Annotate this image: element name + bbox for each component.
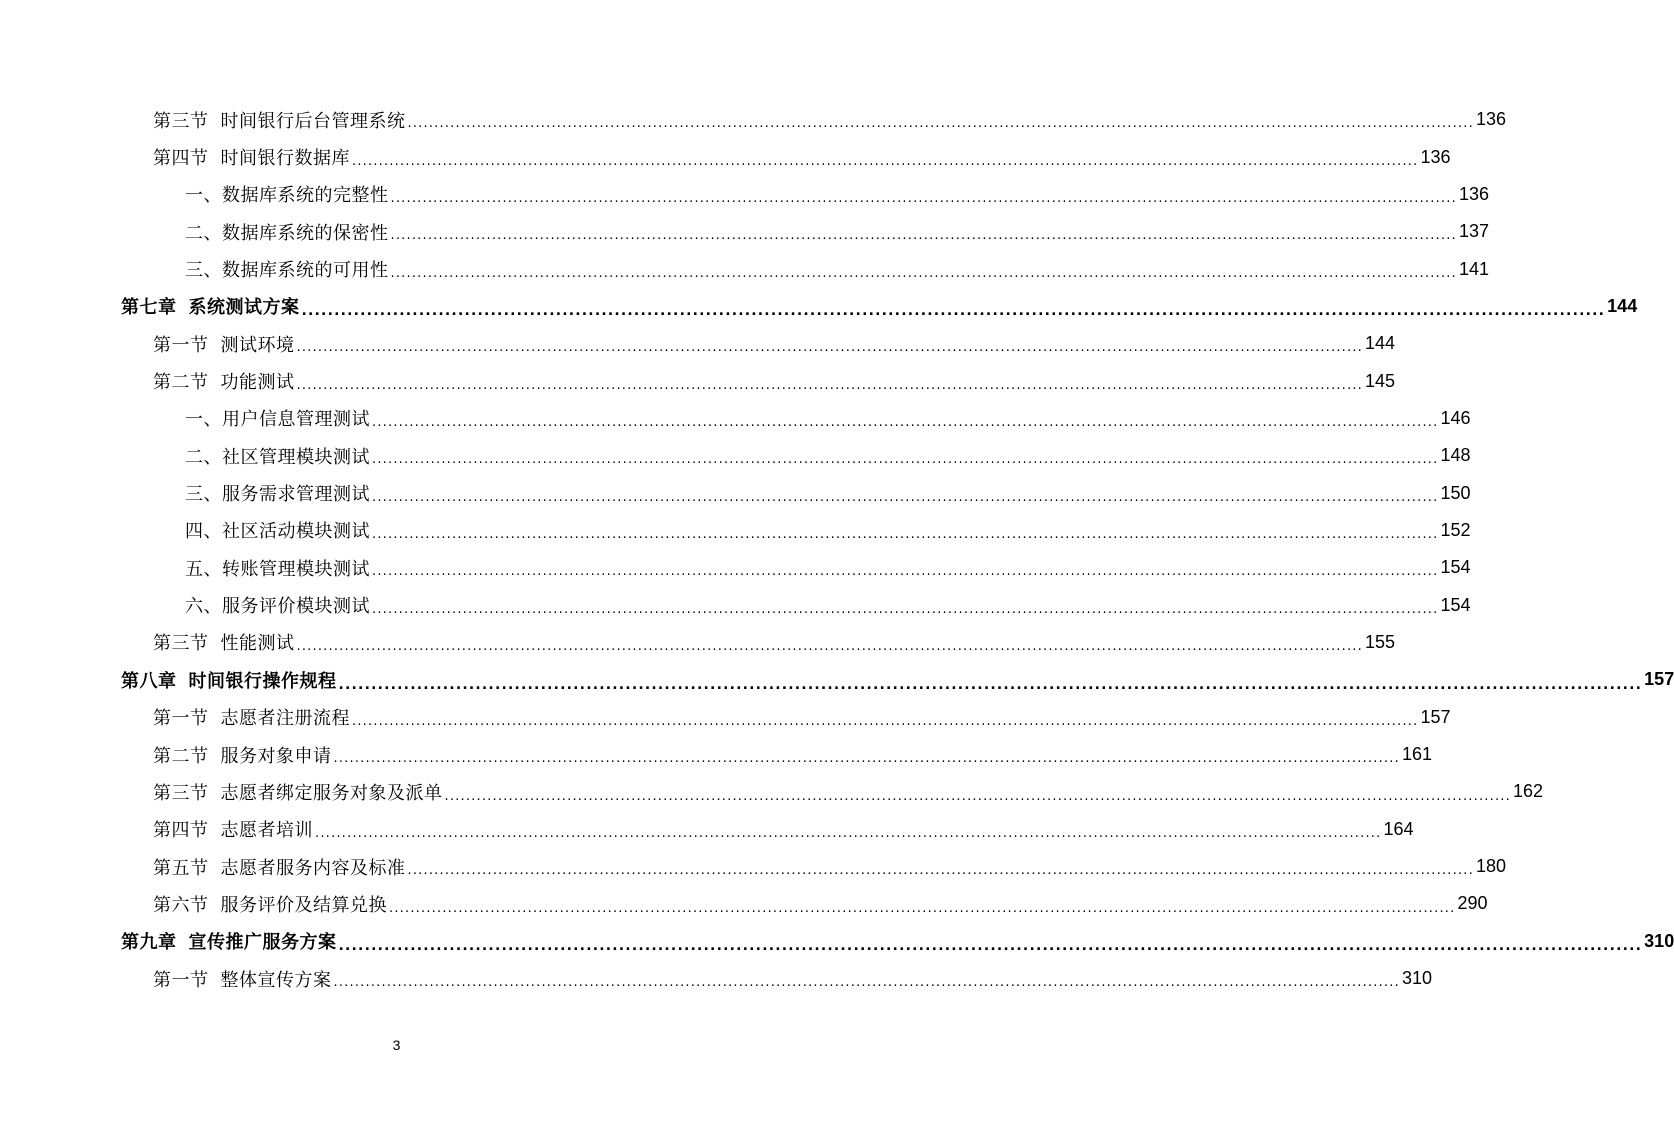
toc-entry-title: 志愿者培训 [220,820,313,842]
toc-entry-title: 服务需求管理测试 [222,484,370,506]
toc-entry-page: 136 [1475,109,1507,130]
toc-entry-section[interactable] [0,736,1433,773]
toc-entry-chapter[interactable] [0,661,1674,698]
toc-entry-prefix: 第一节 [153,969,209,991]
toc-entry-prefix: 第六节 [153,894,209,916]
toc-entry-prefix: 六、 [185,596,222,618]
toc-entry-prefix: 第二节 [153,745,209,767]
toc-dot-leader: ........................................................................................................................................................................................................ [372,527,1439,543]
toc-entry-prefix: 二、 [185,222,222,244]
toc-entry-title: 用户信息管理测试 [222,409,370,431]
toc-dot-leader: ........................................................................................................................................................................................................ [372,564,1439,580]
toc-dot-leader: ........................................................................................................................................................................................................ [390,265,1457,281]
toc-dot-leader: ........................................................................................................................................................................................................ [333,975,1400,991]
toc-entry-prefix: 第四节 [153,820,209,842]
toc-entry-section[interactable] [0,138,1451,175]
toc-entry-item[interactable] [0,549,1471,586]
toc-entry-title: 服务评价及结算兑换 [220,894,387,916]
toc-entry-prefix: 四、 [185,521,222,543]
toc-entry-page: 152 [1440,519,1471,540]
toc-entry-prefix: 二、 [185,446,222,468]
toc-entry-item[interactable] [0,400,1471,437]
toc-entry-page: 157 [1644,669,1674,690]
toc-dot-leader: ........................................................................................................................................................................................................ [333,751,1400,767]
toc-entry-page: 164 [1383,818,1414,839]
toc-dot-leader: ........................................................................................................................................................................................................ [338,676,1643,693]
toc-dot-leader: ........................................................................................................................................................................................................ [372,601,1439,617]
toc-entry-prefix: 第七章 [121,297,177,319]
toc-dot-leader: ........................................................................................................................................................................................................ [390,191,1457,207]
toc-entry-page: 162 [1512,781,1544,802]
toc-entry-prefix: 第三节 [153,110,209,132]
toc-entry-title: 时间银行操作规程 [188,670,337,692]
toc-dot-leader: ........................................................................................................................................................................................................ [301,303,1606,320]
toc-entry-title: 数据库系统的完整性 [222,185,389,207]
toc-entry-section[interactable] [0,885,1488,922]
toc-entry-section[interactable] [0,960,1433,997]
toc-entry-chapter[interactable] [0,923,1674,960]
toc-entry-page: 137 [1458,221,1490,242]
toc-dot-leader: ........................................................................................................................................................................................................ [389,900,1456,916]
toc-entry-prefix: 三、 [185,484,222,506]
toc-entry-section[interactable] [0,362,1396,399]
toc-entry-title: 志愿者注册流程 [220,708,350,730]
toc-dot-leader: ........................................................................................................................................................................................................ [296,639,1363,655]
toc-entry-section[interactable] [0,848,1507,885]
toc-entry-prefix: 第三节 [153,633,209,655]
toc-entry-page: 136 [1420,146,1451,167]
toc-entry-item[interactable] [0,437,1471,474]
toc-entry-chapter[interactable] [0,288,1638,325]
toc-entry-prefix: 第一节 [153,708,209,730]
toc-entry-section[interactable] [0,811,1414,848]
toc-entry-prefix: 第五节 [153,857,209,879]
toc-entry-prefix: 五、 [185,558,222,580]
toc-entry-prefix: 第八章 [121,670,177,692]
toc-entry-title: 数据库系统的保密性 [222,222,389,244]
toc-entry-page: 310 [1644,930,1674,951]
page-number: 3 [392,1037,401,1053]
toc-entry-section[interactable] [0,325,1396,362]
toc-entry-title: 性能测试 [220,633,295,655]
toc-dot-leader: ........................................................................................................................................................................................................ [407,116,1474,132]
toc-entry-prefix: 第三节 [153,782,209,804]
toc-entry-page: 145 [1364,370,1396,391]
toc-entry-item[interactable] [0,474,1471,511]
toc-dot-leader: ........................................................................................................................................................................................................ [444,788,1511,804]
toc-entry-title: 整体宣传方案 [220,969,332,991]
toc-entry-title: 功能测试 [220,372,295,394]
toc-entry-page: 146 [1440,407,1471,428]
toc-entry-prefix: 第九章 [121,932,177,954]
toc-entry-title: 测试环境 [220,334,295,356]
toc-entry-title: 系统测试方案 [188,297,300,319]
toc-entry-page: 180 [1475,856,1507,877]
toc-entry-item[interactable] [0,176,1490,213]
toc-entry-item[interactable] [0,586,1471,623]
toc-entry-prefix: 三、 [185,260,222,282]
toc-entry-section[interactable] [0,699,1451,736]
toc-entry-title: 服务对象申请 [220,745,332,767]
toc-entry-page: 157 [1420,706,1451,727]
toc-entry-page: 155 [1364,631,1396,652]
toc-entry-item[interactable] [0,512,1471,549]
toc-entry-page: 141 [1458,258,1490,279]
toc-dot-leader: ........................................................................................................................................................................................................ [372,415,1439,431]
toc-dot-leader: ........................................................................................................................................................................................................ [296,340,1363,356]
toc-entry-page: 136 [1458,183,1490,204]
toc-entry-title: 时间银行数据库 [220,148,350,170]
toc-entry-prefix: 一、 [185,185,222,207]
toc-dot-leader: ........................................................................................................................................................................................................ [315,825,1382,841]
toc-entry-title: 志愿者绑定服务对象及派单 [220,782,443,804]
toc-dot-leader: ........................................................................................................................................................................................................ [372,489,1439,505]
toc-dot-leader: ........................................................................................................................................................................................................ [338,937,1643,954]
toc-entry-title: 转账管理模块测试 [222,558,370,580]
toc-dot-leader: ........................................................................................................................................................................................................ [296,377,1363,393]
toc-entry-title: 社区活动模块测试 [222,521,370,543]
table-of-contents [0,101,1674,997]
toc-entry-page: 290 [1457,893,1488,914]
toc-entry-page: 144 [1364,333,1396,354]
toc-entry-prefix: 第一节 [153,334,209,356]
toc-entry-title: 社区管理模块测试 [222,446,370,468]
toc-entry-item[interactable] [0,213,1490,250]
toc-entry-page: 150 [1440,482,1471,503]
toc-dot-leader: ........................................................................................................................................................................................................ [407,863,1474,879]
toc-entry-page: 148 [1440,445,1471,466]
toc-entry-page: 154 [1440,594,1471,615]
toc-dot-leader: ........................................................................................................................................................................................................ [372,452,1439,468]
toc-entry-page: 144 [1607,295,1638,316]
toc-entry-section[interactable] [0,101,1507,138]
toc-entry-prefix: 第二节 [153,372,209,394]
toc-entry-title: 宣传推广服务方案 [188,932,337,954]
toc-entry-title: 志愿者服务内容及标准 [220,857,406,879]
toc-entry-section[interactable] [0,624,1396,661]
toc-dot-leader: ........................................................................................................................................................................................................ [352,713,1419,729]
toc-dot-leader: ........................................................................................................................................................................................................ [352,153,1419,169]
toc-entry-section[interactable] [0,773,1544,810]
toc-entry-prefix: 一、 [185,409,222,431]
toc-entry-title: 服务评价模块测试 [222,596,370,618]
toc-entry-title: 数据库系统的可用性 [222,260,389,282]
toc-dot-leader: ........................................................................................................................................................................................................ [390,228,1457,244]
toc-entry-page: 154 [1440,557,1471,578]
toc-entry-prefix: 第四节 [153,148,209,170]
toc-entry-item[interactable] [0,250,1490,287]
toc-entry-page: 310 [1401,968,1433,989]
toc-entry-page: 161 [1401,744,1433,765]
toc-entry-title: 时间银行后台管理系统 [220,110,406,132]
